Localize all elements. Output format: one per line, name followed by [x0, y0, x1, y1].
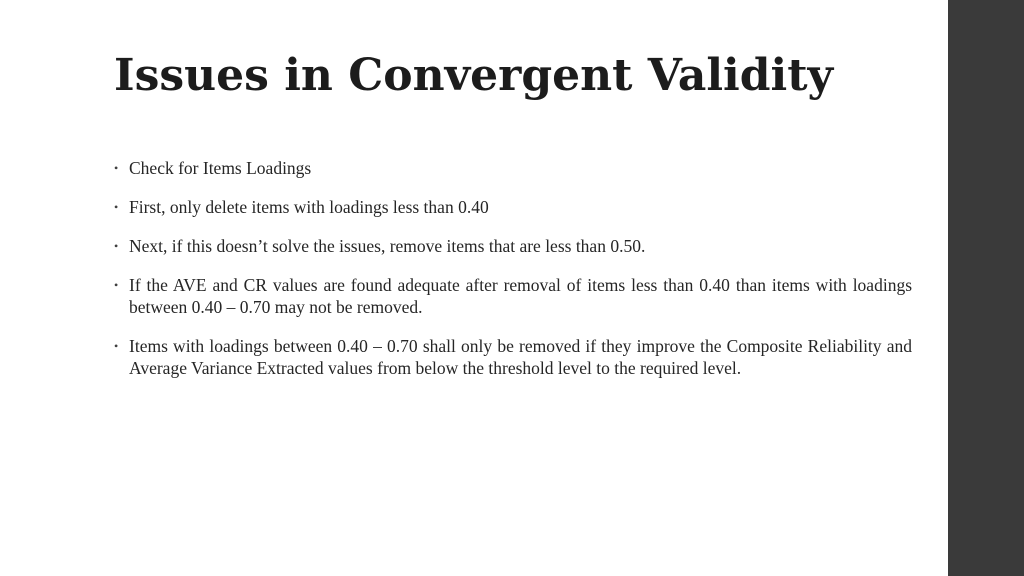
slide-title: Issues in Convergent Validity — [114, 50, 834, 101]
bullet-list — [114, 157, 912, 396]
bullet-icon: • — [114, 278, 119, 292]
bullet-text: Check for Items Loadings — [129, 158, 312, 178]
bullet-item — [114, 157, 912, 179]
bullet-icon: • — [114, 200, 119, 214]
side-accent-bar — [948, 0, 1024, 576]
bullet-text: Items with loadings between 0.40 – 0.70 shall only be removed if they improve the Composite Reliability and Average Variance Extracted values from below the threshold level to the required level. — [129, 336, 912, 378]
bullet-icon: • — [114, 339, 119, 353]
bullet-item — [114, 335, 912, 379]
bullet-text: Next, if this doesn’t solve the issues, remove items that are less than 0.50. — [129, 236, 646, 256]
bullet-text: If the AVE and CR values are found adequate after removal of items less than 0.40 than items with loadings between 0.40 – 0.70 may not be removed. — [129, 275, 912, 317]
bullet-item — [114, 235, 912, 257]
bullet-icon: • — [114, 161, 119, 175]
bullet-item — [114, 274, 912, 318]
bullet-text: First, only delete items with loadings less than 0.40 — [129, 197, 489, 217]
bullet-item — [114, 196, 912, 218]
bullet-icon: • — [114, 239, 119, 253]
